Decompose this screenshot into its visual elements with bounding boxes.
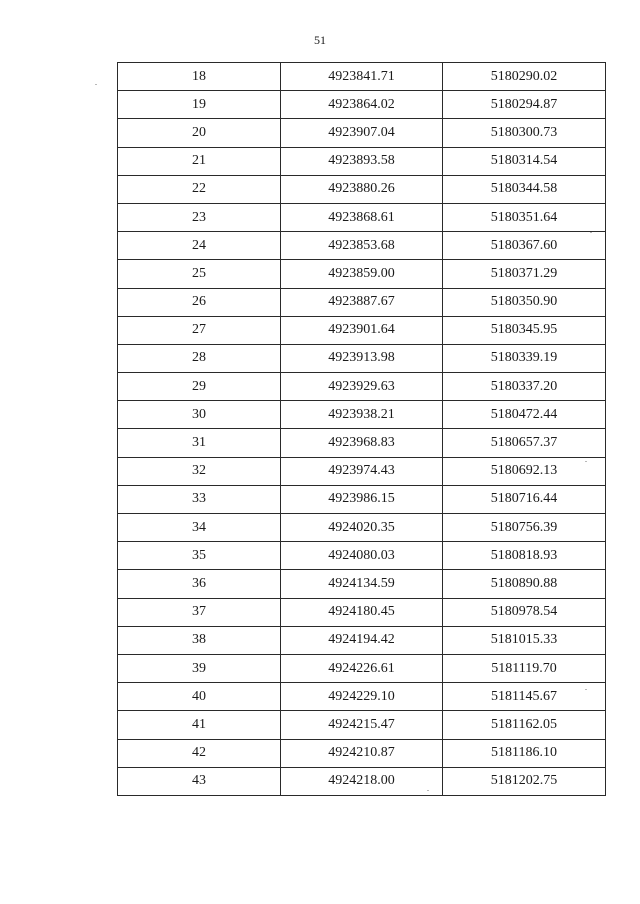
table-row <box>118 767 606 795</box>
point-number-cell: 21 <box>118 147 281 175</box>
point-number-cell: 32 <box>118 457 281 485</box>
x-coordinate-cell: 4923859.00 <box>281 260 443 288</box>
y-coordinate-cell: 5180716.44 <box>443 485 606 513</box>
y-coordinate-cell: 5181162.05 <box>443 711 606 739</box>
y-coordinate-cell: 5180890.88 <box>443 570 606 598</box>
x-coordinate-cell: 4924215.47 <box>281 711 443 739</box>
y-coordinate-cell: 5180339.19 <box>443 344 606 372</box>
table-row <box>118 175 606 203</box>
table-row <box>118 260 606 288</box>
table-row <box>118 373 606 401</box>
point-number-cell: 43 <box>118 767 281 795</box>
x-coordinate-cell: 4923938.21 <box>281 401 443 429</box>
point-number-cell: 34 <box>118 514 281 542</box>
table-row <box>118 485 606 513</box>
point-number-cell: 39 <box>118 654 281 682</box>
x-coordinate-cell: 4924229.10 <box>281 683 443 711</box>
x-coordinate-cell: 4923893.58 <box>281 147 443 175</box>
y-coordinate-cell: 5181145.67 <box>443 683 606 711</box>
x-coordinate-cell: 4923929.63 <box>281 373 443 401</box>
page-number: 51 <box>314 33 326 47</box>
point-number-cell: 41 <box>118 711 281 739</box>
y-coordinate-cell: 5181186.10 <box>443 739 606 767</box>
point-number-cell: 22 <box>118 175 281 203</box>
coordinates-table <box>117 62 606 796</box>
table-row <box>118 542 606 570</box>
table-row <box>118 316 606 344</box>
x-coordinate-cell: 4924210.87 <box>281 739 443 767</box>
y-coordinate-cell: 5180290.02 <box>443 63 606 91</box>
y-coordinate-cell: 5180978.54 <box>443 598 606 626</box>
point-number-cell: 31 <box>118 429 281 457</box>
x-coordinate-cell: 4923907.04 <box>281 119 443 147</box>
x-coordinate-cell: 4924218.00 <box>281 767 443 795</box>
point-number-cell: 24 <box>118 232 281 260</box>
table-row <box>118 598 606 626</box>
x-coordinate-cell: 4923880.26 <box>281 175 443 203</box>
point-number-cell: 27 <box>118 316 281 344</box>
point-number-cell: 37 <box>118 598 281 626</box>
x-coordinate-cell: 4924080.03 <box>281 542 443 570</box>
y-coordinate-cell: 5180350.90 <box>443 288 606 316</box>
x-coordinate-cell: 4923901.64 <box>281 316 443 344</box>
table-row <box>118 683 606 711</box>
y-coordinate-cell: 5181015.33 <box>443 626 606 654</box>
scan-speck <box>585 461 587 462</box>
point-number-cell: 28 <box>118 344 281 372</box>
table-row <box>118 344 606 372</box>
point-number-cell: 30 <box>118 401 281 429</box>
point-number-cell: 38 <box>118 626 281 654</box>
point-number-cell: 36 <box>118 570 281 598</box>
y-coordinate-cell: 5180351.64 <box>443 203 606 231</box>
coordinates-table-body <box>118 63 606 796</box>
x-coordinate-cell: 4923913.98 <box>281 344 443 372</box>
table-row <box>118 401 606 429</box>
x-coordinate-cell: 4924180.45 <box>281 598 443 626</box>
x-coordinate-cell: 4923986.15 <box>281 485 443 513</box>
point-number-cell: 25 <box>118 260 281 288</box>
table-row <box>118 288 606 316</box>
table-row <box>118 711 606 739</box>
y-coordinate-cell: 5180300.73 <box>443 119 606 147</box>
y-coordinate-cell: 5180344.58 <box>443 175 606 203</box>
table-row <box>118 203 606 231</box>
y-coordinate-cell: 5180692.13 <box>443 457 606 485</box>
x-coordinate-cell: 4924226.61 <box>281 654 443 682</box>
point-number-cell: 42 <box>118 739 281 767</box>
table-row <box>118 91 606 119</box>
y-coordinate-cell: 5180345.95 <box>443 316 606 344</box>
y-coordinate-cell: 5180657.37 <box>443 429 606 457</box>
x-coordinate-cell: 4923841.71 <box>281 63 443 91</box>
y-coordinate-cell: 5180371.29 <box>443 260 606 288</box>
x-coordinate-cell: 4924194.42 <box>281 626 443 654</box>
table-row <box>118 232 606 260</box>
scan-speck <box>590 232 592 233</box>
scan-speck <box>427 790 429 791</box>
point-number-cell: 29 <box>118 373 281 401</box>
x-coordinate-cell: 4924134.59 <box>281 570 443 598</box>
point-number-cell: 19 <box>118 91 281 119</box>
x-coordinate-cell: 4923968.83 <box>281 429 443 457</box>
point-number-cell: 33 <box>118 485 281 513</box>
table-row <box>118 514 606 542</box>
x-coordinate-cell: 4923974.43 <box>281 457 443 485</box>
scan-speck <box>585 689 587 690</box>
y-coordinate-cell: 5180472.44 <box>443 401 606 429</box>
point-number-cell: 18 <box>118 63 281 91</box>
point-number-cell: 20 <box>118 119 281 147</box>
point-number-cell: 23 <box>118 203 281 231</box>
y-coordinate-cell: 5180314.54 <box>443 147 606 175</box>
x-coordinate-cell: 4923853.68 <box>281 232 443 260</box>
table-row <box>118 570 606 598</box>
point-number-cell: 35 <box>118 542 281 570</box>
y-coordinate-cell: 5181202.75 <box>443 767 606 795</box>
table-row <box>118 63 606 91</box>
y-coordinate-cell: 5180756.39 <box>443 514 606 542</box>
x-coordinate-cell: 4923868.61 <box>281 203 443 231</box>
point-number-cell: 40 <box>118 683 281 711</box>
scan-speck <box>95 84 97 85</box>
table-row <box>118 654 606 682</box>
table-row <box>118 739 606 767</box>
x-coordinate-cell: 4923864.02 <box>281 91 443 119</box>
y-coordinate-cell: 5181119.70 <box>443 654 606 682</box>
table-row <box>118 147 606 175</box>
y-coordinate-cell: 5180367.60 <box>443 232 606 260</box>
table-row <box>118 626 606 654</box>
x-coordinate-cell: 4923887.67 <box>281 288 443 316</box>
y-coordinate-cell: 5180337.20 <box>443 373 606 401</box>
y-coordinate-cell: 5180818.93 <box>443 542 606 570</box>
table-row <box>118 429 606 457</box>
y-coordinate-cell: 5180294.87 <box>443 91 606 119</box>
table-row <box>118 119 606 147</box>
point-number-cell: 26 <box>118 288 281 316</box>
table-row <box>118 457 606 485</box>
x-coordinate-cell: 4924020.35 <box>281 514 443 542</box>
